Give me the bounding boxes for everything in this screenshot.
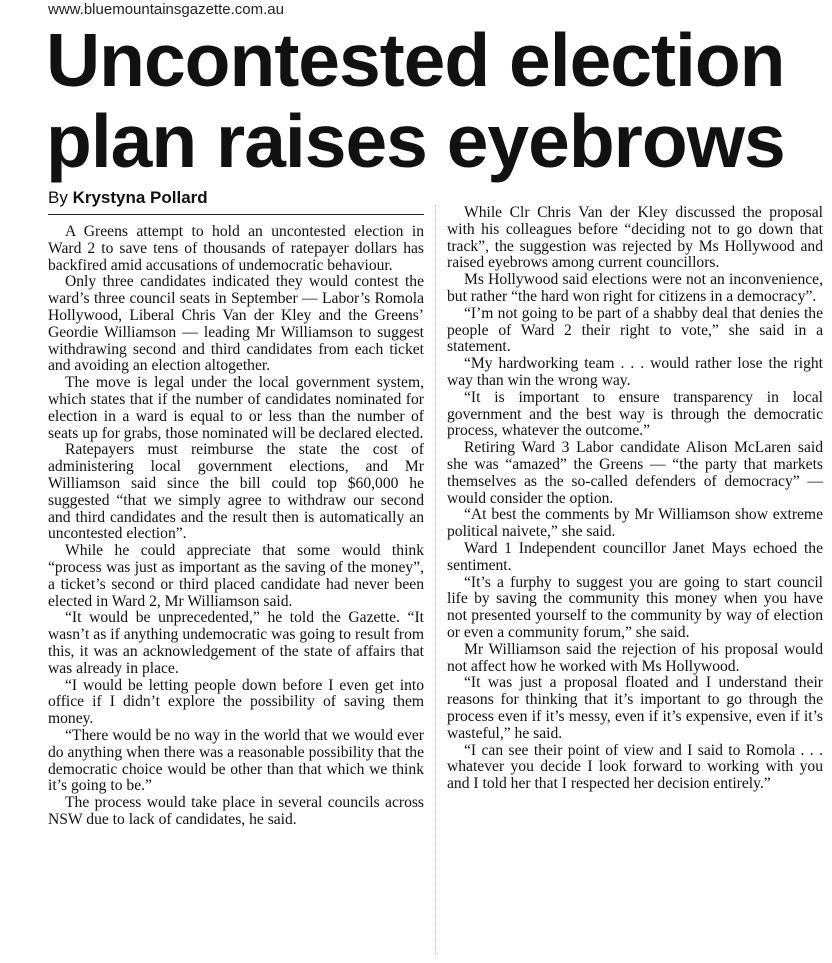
paragraph: “I would be letting people down before I even get into office if I didn’t explore the possibility of saving them money.	[48, 676, 424, 728]
site-url[interactable]: www.bluemountainsgazette.com.au	[48, 1, 284, 18]
article-column-right	[447, 205, 823, 793]
paragraph: A Greens attempt to hold an uncontested election in Ward 2 to save tens of thousands of ratepayer dollars has backfired amid accusations of undemocratic behaviour.	[48, 223, 424, 274]
paragraph: “It is important to ensure transparency in local government and the best way is through the democratic process, whatever the outcome.”	[447, 388, 823, 440]
paragraph: “At best the comments by Mr Williamson show extreme political naivete,” she said.	[447, 506, 823, 541]
paragraph: “I’m not going to be part of a shabby deal that denies the people of Ward 2 their right to vote,” she said in a statement.	[447, 304, 823, 356]
column-divider	[435, 205, 436, 955]
byline-prefix: By	[48, 188, 68, 207]
paragraph: Ms Hollywood said elections were not an inconvenience, but rather “the hard won right for citizens in a democracy”.	[447, 271, 823, 305]
paragraph: Retiring Ward 3 Labor candidate Alison McLaren said she was “amazed” the Greens — “the party that markets themselves as the so-called defenders of democracy” — would consider the option.	[447, 439, 823, 507]
paragraph: Only three candidates indicated they would contest the ward’s three council seats in September — Labor’s Romola Hollywood, Liberal Chris Van der Kley and the Greens’ Geordie Williamson — leading Mr Williamson to suggest withdrawing second and third candidates from each ticket and avoiding an election altogether.	[48, 273, 424, 375]
paragraph: Mr Williamson said the rejection of his proposal would not affect how he worked with Ms Hollywood.	[447, 640, 823, 675]
paragraph: Ratepayers must reimburse the state the cost of administering local government elections, and Mr Williamson said since the bill could top $60,000 he suggested “that we simply agree to withdraw our second and third candidates and the result then is automatically an uncontested election”.	[48, 441, 424, 543]
paragraph: “There would be no way in the world that we would ever do anything when there was a reasonable possibility that the democratic choice would be other than that which we think it’s going to be.”	[48, 726, 424, 795]
byline-author: Krystyna Pollard	[72, 188, 208, 207]
paragraph: “It was just a proposal floated and I understand their reasons for thinking that it’s important to go through the process even if it’s messy, even if it’s expensive, even if it’s wasteful,” he said.	[447, 674, 823, 742]
article-column-left	[48, 224, 424, 829]
paragraph: “It’s a furphy to suggest you are going to start council life by saving the community this money when you have not presented yourself to the community by way of election or even a community forum,” she said.	[447, 573, 823, 641]
paragraph: The move is legal under the local government system, which states that if the number of candidates nominated for election in a ward is equal to or less than the number of seats up for grabs, those nominated will be declared elected.	[48, 374, 424, 442]
paragraph: “I can see their point of view and I said to Romola . . . whatever you decide I look forward to working with you and I told her that I respected her decision entirely.”	[447, 741, 823, 793]
paragraph: “It would be unprecedented,” he told the Gazette. “It wasn’t as if anything undemocratic was going to result from this, it was an acknowledgement of the state of affairs that was already in place.	[48, 609, 424, 677]
paragraph: Ward 1 Independent councillor Janet Mays echoed the sentiment.	[447, 539, 823, 574]
paragraph: “My hardworking team . . . would rather lose the right way than win the wrong way.	[447, 355, 823, 389]
paragraph: The process would take place in several councils across NSW due to lack of candidates, he said.	[48, 794, 424, 828]
byline-rule	[48, 214, 424, 215]
paragraph: While Clr Chris Van der Kley discussed the proposal with his colleagues before “deciding not to go down that track”, the suggestion was rejected by Ms Hollywood and raised eyebrows among current councillors.	[447, 204, 823, 272]
byline	[48, 188, 208, 208]
paragraph: While he could appreciate that some would think “process was just as important as the saving of the money”, a ticket’s second or third placed candidate had never been elected in Ward 2, Mr Williamson said.	[48, 542, 424, 610]
article-headline: Uncontested election plan raises eyebrows	[46, 18, 785, 183]
